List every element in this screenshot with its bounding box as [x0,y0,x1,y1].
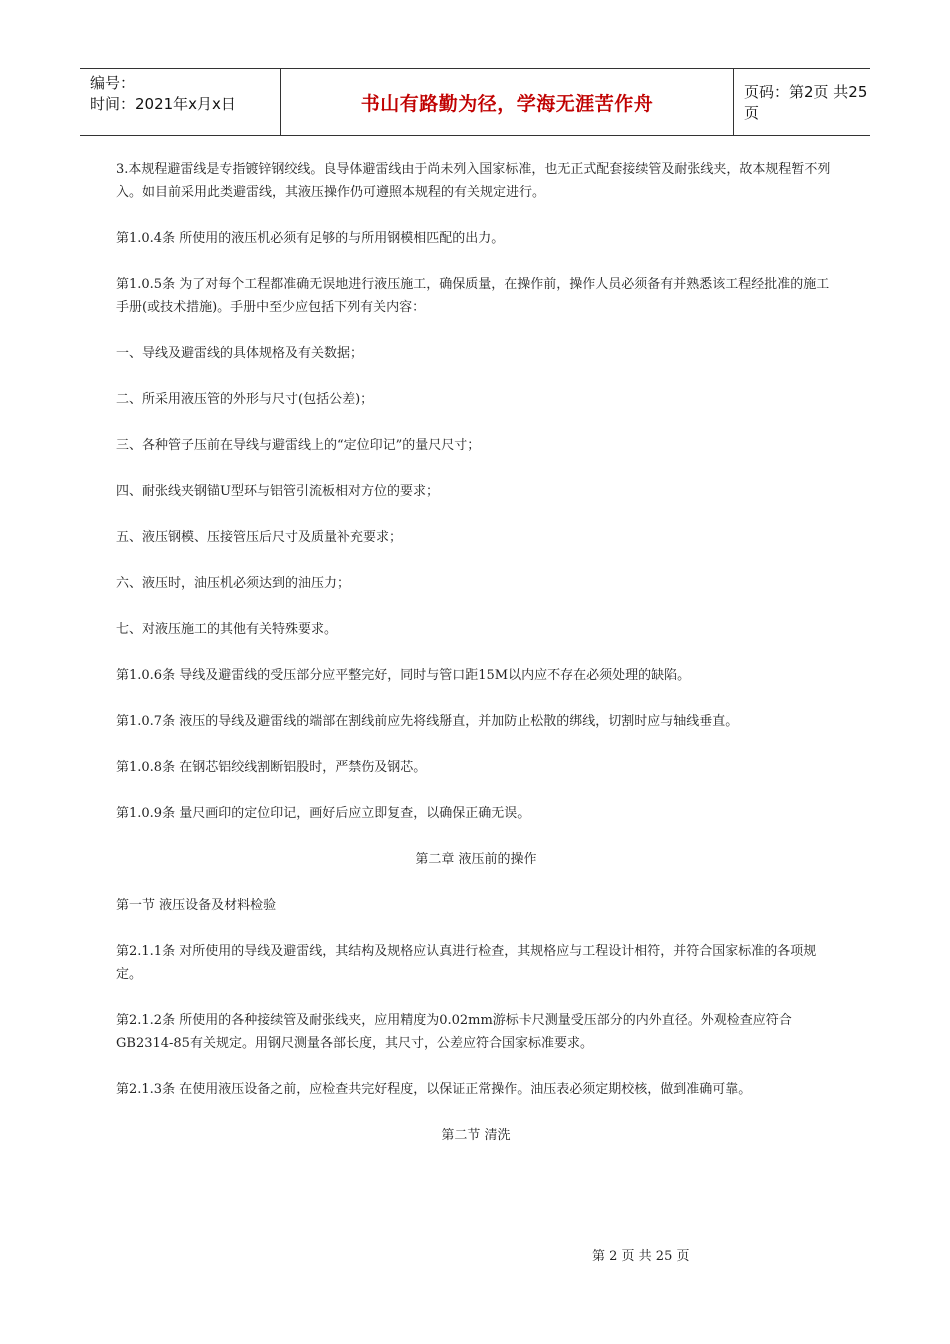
list-item: 一、导线及避雷线的具体规格及有关数据； [116,346,364,361]
paragraph: 第1.0.5条 为了对每个工程都准确无误地进行液压施工，确保质量，在操作前，操作人员必须备有并熟悉该工程经批准的施工手册(或技术措施)。手册中至少应包括下列有关内容： [116,277,830,315]
document-time-label: 时间：2021年x月x日 [90,95,236,113]
list-item: 四、耐张线夹钢锚U型环与铝管引流板相对方位的要求； [116,484,439,499]
paragraph: 3.本规程避雷线是专指镀锌钢绞线。良导体避雷线由于尚未列入国家标准，也无正式配套接续管及耐张线夹，故本规程暂不列入。如目前采用此类避雷线，其液压操作仍可遵照本规程的有关规定进行。 [116,162,831,200]
page-header [80,68,870,136]
paragraph: 第1.0.4条 所使用的液压机必须有足够的与所用钢模相匹配的出力。 [116,231,505,246]
paragraph: 第1.0.8条 在钢芯铝绞线割断铝股时，严禁伤及钢芯。 [116,760,427,775]
paragraph: 第1.0.7条 液压的导线及避雷线的端部在割线前应先将线掰直，并加防止松散的绑线，切割时应与轴线垂直。 [116,714,739,729]
paragraph: 第2.1.2条 所使用的各种接续管及耐张线夹，应用精度为0.02mm游标卡尺测量受压部分的内外直径。外观检查应符合GB2314-85有关规定。用钢尺测量各部长度，其尺寸，公差应符合国家标准要求。 [116,1013,792,1051]
header-meta [80,69,281,135]
document-number-label: 编号： [90,74,136,92]
chapter-heading: 第二章 液压前的操作 [415,852,537,867]
section-heading: 第一节 液压设备及材料检验 [116,898,277,913]
list-item: 五、液压钢模、压接管压后尺寸及质量补充要求； [116,530,403,545]
header-page-label: 页码：第2页 共25页 [744,83,868,122]
paragraph: 第2.1.3条 在使用液压设备之前，应检查共完好程度，以保证正常操作。油压表必须定期校核，做到准确可靠。 [116,1082,752,1097]
list-item: 六、液压时，油压机必须达到的油压力； [116,576,351,591]
list-item: 三、各种管子压前在导线与避雷线上的“定位印记”的量尺尺寸； [116,438,481,453]
paragraph: 第2.1.1条 对所使用的导线及避雷线，其结构及规格应认真进行检查，其规格应与工程设计相符，并符合国家标准的各项规定。 [116,944,817,982]
list-item: 二、所采用液压管的外形与尺寸(包括公差)； [116,392,374,407]
page-footer: 第 2 页 共 25 页 [592,1249,690,1264]
header-motto: 书山有路勤为径，学海无涯苦作舟 [281,69,734,135]
paragraph: 第1.0.6条 导线及避雷线的受压部分应平整完好，同时与管口距15M以内应不存在必须处理的缺陷。 [116,668,691,683]
section-heading: 第二节 清洗 [441,1128,511,1143]
document-body [116,158,836,1170]
paragraph: 第1.0.9条 量尺画印的定位印记，画好后应立即复查，以确保正确无误。 [116,806,531,821]
list-item: 七、对液压施工的其他有关特殊要求。 [116,622,338,637]
